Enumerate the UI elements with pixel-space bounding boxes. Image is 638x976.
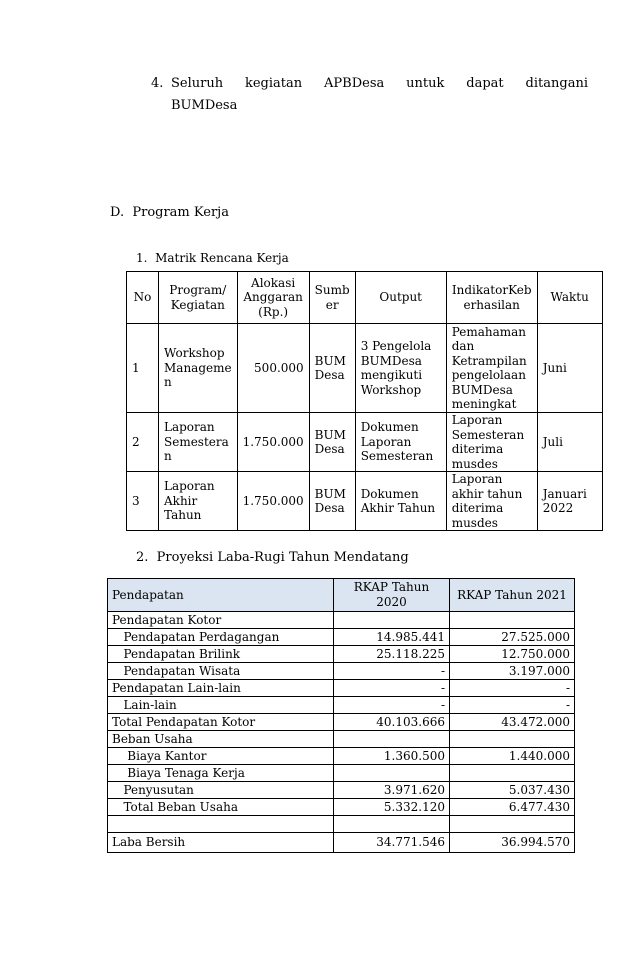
matrix-cell-indikator: Pemahaman dan Ketrampilan pengelolaan BUMDesa meningkat xyxy=(446,324,537,413)
matrix-cell-output: Dokumen Akhir Tahun xyxy=(355,472,446,531)
laba-cell-2021: 27.525.000 xyxy=(450,629,575,646)
laba-cell-2021: - xyxy=(450,697,575,714)
matrix-cell-indikator: Laporan akhir tahun diterima musdes xyxy=(446,472,537,531)
laba-cell-2021: 3.197.000 xyxy=(450,663,575,680)
laba-cell-2021: 5.037.430 xyxy=(450,782,575,799)
laba-cell-label: Total Pendapatan Kotor xyxy=(108,714,334,731)
matrix-table xyxy=(126,271,603,531)
laba-cell-label: Penyusutan xyxy=(108,782,334,799)
laba-cell-2020: 40.103.666 xyxy=(334,714,450,731)
matrix-header-indikator: IndikatorKeb erhasilan xyxy=(446,272,537,324)
laba-row xyxy=(108,816,575,833)
matrix-cell-anggaran: 1.750.000 xyxy=(237,472,309,531)
laba-row xyxy=(108,612,575,629)
laba-cell-2020: - xyxy=(334,663,450,680)
matrix-cell-sumber: BUM Desa xyxy=(309,472,355,531)
list-text-line1: Seluruh kegiatan APBDesa untuk dapat ditangani xyxy=(171,76,588,91)
matrix-header-output: Output xyxy=(355,272,446,324)
matrix-header-no: No xyxy=(127,272,159,324)
matrix-header-program: Program/ Kegiatan xyxy=(159,272,238,324)
laba-cell-2021 xyxy=(450,612,575,629)
laba-row xyxy=(108,629,575,646)
matrix-header-sumber: Sumb er xyxy=(309,272,355,324)
laba-row xyxy=(108,731,575,748)
laba-header-row xyxy=(108,579,575,612)
laba-row xyxy=(108,833,575,853)
matrix-cell-no: 3 xyxy=(127,472,159,531)
laba-cell-2021: 1.440.000 xyxy=(450,748,575,765)
laba-cell-2020: 14.985.441 xyxy=(334,629,450,646)
laba-cell-2021: - xyxy=(450,680,575,697)
matrix-cell-waktu: Juli xyxy=(537,413,602,472)
laba-row xyxy=(108,714,575,731)
laba-cell-2020: - xyxy=(334,680,450,697)
subsection-heading-proyeksi: 2. Proyeksi Laba-Rugi Tahun Mendatang xyxy=(136,550,409,565)
matrix-cell-program: Workshop Manageme n xyxy=(159,324,238,413)
matrix-cell-program: Laporan Semestera n xyxy=(159,413,238,472)
laba-row xyxy=(108,680,575,697)
laba-cell-2020: 3.971.620 xyxy=(334,782,450,799)
laba-cell-2020: 1.360.500 xyxy=(334,748,450,765)
matrix-cell-no: 2 xyxy=(127,413,159,472)
laba-cell-label: Lain-lain xyxy=(108,697,334,714)
laba-header-2020: RKAP Tahun 2020 xyxy=(334,579,450,612)
laba-cell-label: Pendapatan Lain-lain xyxy=(108,680,334,697)
laba-cell-label: Laba Bersih xyxy=(108,833,334,853)
laba-cell-2021: 6.477.430 xyxy=(450,799,575,816)
laba-cell-label: Beban Usaha xyxy=(108,731,334,748)
list-number: 4. xyxy=(151,76,164,91)
laba-cell-2020 xyxy=(334,731,450,748)
matrix-cell-indikator: Laporan Semesteran diterima musdes xyxy=(446,413,537,472)
matrix-cell-output: 3 Pengelola BUMDesa mengikuti Workshop xyxy=(355,324,446,413)
subsection-heading-matrik: 1. Matrik Rencana Kerja xyxy=(136,251,289,265)
laba-cell-2020 xyxy=(334,612,450,629)
laba-cell-2021 xyxy=(450,765,575,782)
laba-cell-2021: 12.750.000 xyxy=(450,646,575,663)
laba-header-pendapatan: Pendapatan xyxy=(108,579,334,612)
laba-cell-2020: 5.332.120 xyxy=(334,799,450,816)
laba-row xyxy=(108,782,575,799)
laba-cell-2020: 34.771.546 xyxy=(334,833,450,853)
laba-cell-2020: - xyxy=(334,697,450,714)
matrix-header-row xyxy=(127,272,603,324)
matrix-cell-no: 1 xyxy=(127,324,159,413)
laba-row xyxy=(108,663,575,680)
laba-cell-label: Pendapatan Kotor xyxy=(108,612,334,629)
laba-cell-2020 xyxy=(334,816,450,833)
matrix-cell-sumber: BUM Desa xyxy=(309,413,355,472)
matrix-cell-waktu: Januari 2022 xyxy=(537,472,602,531)
matrix-cell-waktu: Juni xyxy=(537,324,602,413)
laba-header-2021: RKAP Tahun 2021 xyxy=(450,579,575,612)
matrix-row xyxy=(127,324,603,413)
matrix-cell-program: Laporan Akhir Tahun xyxy=(159,472,238,531)
matrix-cell-anggaran: 1.750.000 xyxy=(237,413,309,472)
section-heading-program-kerja: D. Program Kerja xyxy=(110,205,229,220)
laba-cell-label: Pendapatan Wisata xyxy=(108,663,334,680)
matrix-header-anggaran: Alokasi Anggaran (Rp.) xyxy=(237,272,309,324)
matrix-cell-sumber: BUM Desa xyxy=(309,324,355,413)
laba-cell-label xyxy=(108,816,334,833)
laba-cell-2021: 36.994.570 xyxy=(450,833,575,853)
laba-cell-2021 xyxy=(450,816,575,833)
laba-cell-label: Biaya Tenaga Kerja xyxy=(108,765,334,782)
laba-cell-label: Total Beban Usaha xyxy=(108,799,334,816)
matrix-cell-output: Dokumen Laporan Semesteran xyxy=(355,413,446,472)
matrix-row xyxy=(127,413,603,472)
laba-row xyxy=(108,646,575,663)
laba-cell-2021: 43.472.000 xyxy=(450,714,575,731)
laba-cell-2020 xyxy=(334,765,450,782)
laba-cell-2020: 25.118.225 xyxy=(334,646,450,663)
laba-cell-label: Pendapatan Perdagangan xyxy=(108,629,334,646)
laba-rugi-table xyxy=(107,578,575,853)
laba-row xyxy=(108,765,575,782)
matrix-row xyxy=(127,472,603,531)
laba-row xyxy=(108,799,575,816)
laba-cell-2021 xyxy=(450,731,575,748)
laba-cell-label: Biaya Kantor xyxy=(108,748,334,765)
matrix-header-waktu: Waktu xyxy=(537,272,602,324)
laba-row xyxy=(108,697,575,714)
matrix-cell-anggaran: 500.000 xyxy=(237,324,309,413)
list-text-line2: BUMDesa xyxy=(171,98,238,113)
laba-cell-label: Pendapatan Brilink xyxy=(108,646,334,663)
laba-row xyxy=(108,748,575,765)
